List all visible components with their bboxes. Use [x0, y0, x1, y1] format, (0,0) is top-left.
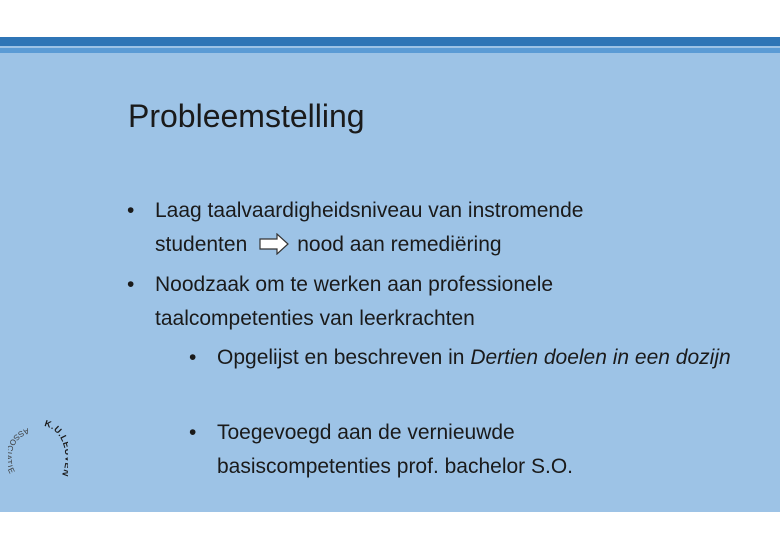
- bullet-marker: •: [127, 273, 135, 296]
- bullet-line: basiscompetenties prof. bachelor S.O.: [217, 455, 574, 478]
- book-title: Dertien doelen in een dozijn: [470, 346, 731, 369]
- bullet-marker: •: [189, 421, 197, 444]
- svg-text:ASSOCIATIE: [8, 426, 30, 476]
- bullet-text: studenten: [155, 233, 248, 256]
- bullet-line: taalcompetenties van leerkrachten: [155, 307, 475, 330]
- logo-text-left: ASS: [10, 426, 31, 444]
- bullet-line: Noodzaak om te werken aan professionele: [155, 273, 554, 296]
- bullet-marker: •: [127, 199, 135, 222]
- bullet-marker: •: [189, 346, 197, 369]
- header-thin-band: [0, 48, 780, 53]
- bullet-line: [155, 228, 715, 262]
- bullet-text: Opgelijst en beschreven in: [217, 346, 471, 369]
- associatie-kuleuven-logo: [8, 418, 68, 498]
- bullet-text: nood aan remediëring: [297, 233, 502, 256]
- bullet-item-2: [127, 268, 715, 336]
- header-band: [0, 37, 780, 46]
- slide-title: Probleemstelling: [128, 98, 365, 134]
- logo-text-right: K.U.: [43, 418, 67, 439]
- bullet-item-1: [127, 194, 715, 262]
- bullet-line: Toegevoegd aan de vernieuwde: [217, 421, 515, 444]
- sub-bullet-item-1: [189, 341, 737, 375]
- right-arrow-icon: [259, 232, 289, 254]
- sub-bullet-item-2: [189, 416, 737, 484]
- bullet-line: Laag taalvaardigheidsniveau van instromende: [155, 199, 584, 222]
- svg-text:K.U.LEUVEN: [43, 418, 68, 478]
